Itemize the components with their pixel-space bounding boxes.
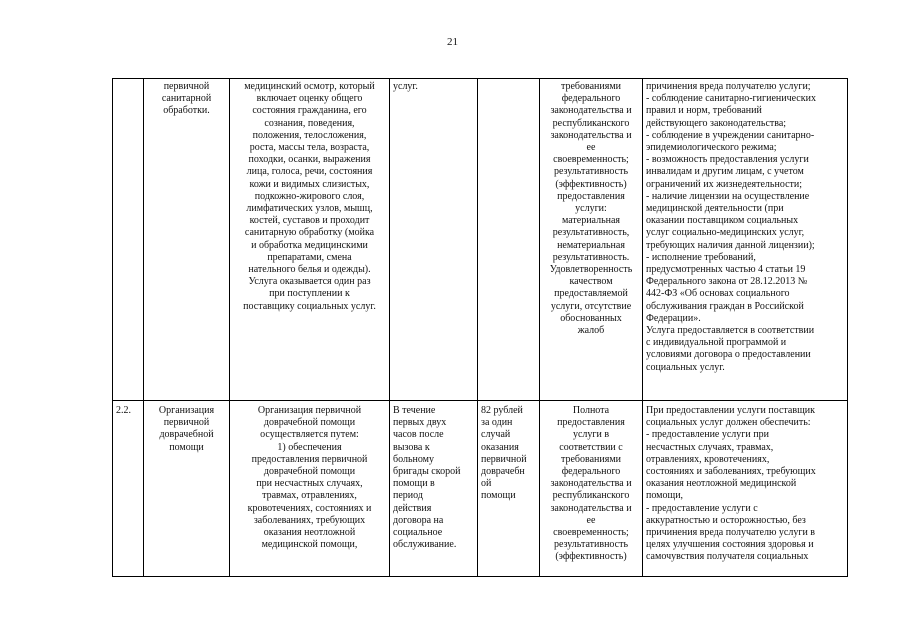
cell-line: доврачебн bbox=[481, 466, 525, 478]
cell-line: причинения вреда получателю услуги; bbox=[646, 81, 811, 92]
cell-line: состояния гражданина, его bbox=[252, 105, 367, 117]
cell-line: первичной bbox=[163, 417, 210, 429]
cell-line: часов после bbox=[393, 429, 444, 441]
cell-line: оказания неотложной медицинской bbox=[646, 478, 797, 490]
cell-line: лица, голоса, речи, состояния bbox=[246, 166, 373, 178]
service-price-cell bbox=[478, 401, 540, 577]
service-term-cell bbox=[390, 401, 478, 577]
cell-line: причинения вреда получателю услуги в bbox=[646, 527, 816, 539]
cell-line: услуги: bbox=[575, 203, 607, 215]
cell-line: аккуратностью и осторожностью, без bbox=[646, 514, 806, 526]
cell-line: медицинский осмотр, который bbox=[244, 81, 375, 92]
cell-line: оказании поставщиком социальных bbox=[646, 215, 799, 227]
row-number-cell bbox=[113, 401, 144, 577]
cell-line: жалоб bbox=[577, 325, 605, 337]
cell-line: ой bbox=[481, 478, 492, 490]
cell-line: предоставления bbox=[557, 190, 625, 202]
cell-line: доврачебной bbox=[159, 429, 214, 441]
cell-line: обработки. bbox=[163, 105, 210, 117]
cell-line: - исполнение требований, bbox=[646, 251, 756, 263]
cell-line: предоставления bbox=[557, 417, 625, 429]
cell-line: социальных услуг. bbox=[646, 361, 725, 373]
table-row bbox=[113, 79, 848, 401]
cell-line: с индивидуальной программой и bbox=[646, 337, 787, 349]
cell-line: требованиями bbox=[560, 81, 622, 92]
cell-line: услуг социально-медицинских услуг, bbox=[646, 227, 805, 239]
cell-line: осуществляется путем: bbox=[260, 429, 359, 441]
cell-line: (эффективность) bbox=[555, 551, 627, 563]
cell-line: своевременность; bbox=[553, 154, 629, 166]
cell-line: Полнота bbox=[572, 405, 610, 416]
cell-line: помощи, bbox=[646, 490, 684, 502]
cell-line: кожи и видимых слизистых, bbox=[249, 178, 370, 190]
cell-line: результативность bbox=[553, 539, 629, 551]
cell-line: 1) обеспечения bbox=[277, 441, 342, 453]
quality-criteria-cell bbox=[540, 79, 643, 401]
cell-line: при несчастных случаях, bbox=[256, 478, 363, 490]
table-row bbox=[113, 401, 848, 577]
cell-line: вызова к bbox=[393, 441, 430, 453]
cell-line: медицинской деятельности (при bbox=[646, 203, 784, 215]
cell-line: доврачебной помощи bbox=[263, 466, 356, 478]
cell-line: законодательства и bbox=[550, 502, 632, 514]
cell-line: костей, суставов и проходит bbox=[249, 215, 370, 227]
cell-line: результативность. bbox=[552, 251, 630, 263]
service-conditions-cell bbox=[643, 401, 848, 577]
cell-line: походки, осанки, выражения bbox=[248, 154, 371, 166]
cell-line: ее bbox=[586, 142, 596, 154]
cell-line: включает оценку общего bbox=[256, 93, 363, 105]
cell-line: несчастных случаях, травмах, bbox=[646, 441, 774, 453]
cell-line: санитарную обработку (мойка bbox=[244, 227, 375, 239]
cell-line: помощи в bbox=[393, 478, 435, 490]
cell-line: обоснованных bbox=[560, 312, 622, 324]
cell-line: - соблюдение санитарно-гигиенических bbox=[646, 93, 816, 105]
cell-line: случай bbox=[481, 429, 511, 441]
cell-line: Услуга оказывается один раз bbox=[248, 276, 371, 288]
cell-line: правил и норм, требований bbox=[646, 105, 762, 117]
cell-line: бригады скорой bbox=[393, 466, 461, 478]
cell-line: республиканского bbox=[552, 490, 630, 502]
cell-line: доврачебной помощи bbox=[263, 417, 356, 429]
cell-line: помощи bbox=[481, 490, 516, 502]
cell-line: требованиями bbox=[560, 453, 622, 465]
row-number-cell bbox=[113, 79, 144, 401]
cell-line: эпидемиологического режима; bbox=[646, 142, 777, 154]
cell-line: результативность bbox=[553, 166, 629, 178]
cell-line: инвалидам и другим лицам, с учетом bbox=[646, 166, 804, 178]
cell-line: При предоставлении услуги поставщик bbox=[646, 405, 815, 416]
service-conditions-cell bbox=[643, 79, 848, 401]
cell-line: больному bbox=[393, 453, 434, 465]
cell-line: - наличие лицензии на осуществление bbox=[646, 190, 810, 202]
cell-line: положения, телосложения, bbox=[252, 129, 367, 141]
cell-line: своевременность; bbox=[553, 527, 629, 539]
cell-line: Организация первичной bbox=[257, 405, 362, 416]
cell-line: Услуга предоставляется в соответствии bbox=[646, 325, 815, 337]
cell-line: (эффективность) bbox=[555, 178, 627, 190]
cell-line: 82 рублей bbox=[481, 405, 523, 416]
cell-line: Организация bbox=[158, 405, 215, 416]
cell-line: социальное bbox=[393, 527, 443, 539]
cell-line: договора на bbox=[393, 514, 444, 526]
cell-line: качеством bbox=[569, 276, 613, 288]
table-body bbox=[113, 79, 848, 577]
cell-line: первичной bbox=[481, 453, 527, 465]
cell-line: состояниях и заболеваниях, требующих bbox=[646, 466, 816, 478]
cell-line: помощи bbox=[169, 441, 204, 453]
service-term-cell bbox=[390, 79, 478, 401]
cell-line: федерального bbox=[561, 93, 621, 105]
cell-line: обслуживания граждан в Российской bbox=[646, 300, 804, 312]
service-price-cell bbox=[478, 79, 540, 401]
cell-line: кровотечениях, состояниях и bbox=[247, 502, 372, 514]
service-content-cell bbox=[230, 401, 390, 577]
cell-line: предоставляемой bbox=[554, 288, 628, 300]
cell-line: сознания, поведения, bbox=[264, 117, 355, 129]
cell-line: травмах, отравлениях, bbox=[262, 490, 357, 502]
service-name-cell bbox=[144, 401, 230, 577]
quality-criteria-cell bbox=[540, 401, 643, 577]
cell-line: - предоставление услуги при bbox=[646, 429, 769, 441]
cell-line: предоставления первичной bbox=[251, 453, 368, 465]
cell-line: - возможность предоставления услуги bbox=[646, 154, 809, 166]
cell-line: федерального bbox=[561, 466, 621, 478]
cell-line: оказания неотложной bbox=[263, 527, 356, 539]
cell-line: действующего законодательства; bbox=[646, 117, 787, 129]
service-name-cell bbox=[144, 79, 230, 401]
cell-line: отравлениях, кровотечениях, bbox=[646, 453, 770, 465]
cell-line: услуг. bbox=[393, 81, 418, 92]
cell-line: санитарной bbox=[161, 93, 212, 105]
cell-line: - соблюдение в учреждении санитарно- bbox=[646, 129, 815, 141]
cell-line: законодательства и bbox=[550, 129, 632, 141]
cell-line: целях улучшения состояния здоровья и bbox=[646, 539, 814, 551]
cell-line: требующих наличия данной лицензии); bbox=[646, 239, 815, 251]
cell-line: Удовлетворенность bbox=[549, 264, 633, 276]
cell-line: подкожно-жирового слоя, bbox=[254, 190, 365, 202]
cell-line: первых двух bbox=[393, 417, 447, 429]
cell-line: поставщику социальных услуг. bbox=[243, 300, 376, 312]
cell-line: результативность, bbox=[552, 227, 630, 239]
cell-line: материальная bbox=[561, 215, 621, 227]
cell-line: ограничений их жизнедеятельности; bbox=[646, 178, 803, 190]
cell-line: препаратами, смена bbox=[267, 251, 352, 263]
cell-line: оказания bbox=[481, 441, 519, 453]
cell-line: законодательства и bbox=[550, 478, 632, 490]
cell-line: действия bbox=[393, 502, 432, 514]
cell-line: первичной bbox=[163, 81, 210, 92]
cell-line: и обработка медицинскими bbox=[251, 239, 368, 251]
cell-line: ее bbox=[586, 514, 596, 526]
cell-line: лимфатических узлов, мышц, bbox=[246, 203, 373, 215]
services-table bbox=[112, 78, 848, 577]
cell-line: период bbox=[393, 490, 423, 502]
cell-line: медицинской помощи, bbox=[261, 539, 358, 551]
cell-line: роста, массы тела, возраста, bbox=[249, 142, 370, 154]
cell-line: Федерального закона от 28.12.2013 № bbox=[646, 276, 808, 288]
cell-line: за один bbox=[481, 417, 513, 429]
cell-line: услуги в bbox=[572, 429, 610, 441]
cell-line: услуги, отсутствие bbox=[550, 300, 632, 312]
cell-line: при поступлении к bbox=[269, 288, 350, 300]
cell-line: - предоставление услуги с bbox=[646, 502, 758, 514]
cell-line: нательного белья и одежды). bbox=[248, 264, 371, 276]
cell-line: самочувствия получателя социальных bbox=[646, 551, 809, 563]
cell-line: соответствии с bbox=[559, 441, 623, 453]
cell-line: условиями договора о предоставлении bbox=[646, 349, 811, 361]
cell-line: 2.2. bbox=[116, 405, 131, 416]
cell-line: республиканского bbox=[552, 117, 630, 129]
cell-line: социальных услуг должен обеспечить: bbox=[646, 417, 811, 429]
page-number: 21 bbox=[447, 36, 458, 48]
cell-line: заболеваниях, требующих bbox=[253, 514, 366, 526]
cell-line: В течение bbox=[393, 405, 436, 416]
cell-line: законодательства и bbox=[550, 105, 632, 117]
cell-line: предусмотренных частью 4 статьи 19 bbox=[646, 264, 806, 276]
service-content-cell bbox=[230, 79, 390, 401]
cell-line: Федерации». bbox=[646, 312, 701, 324]
cell-line: 442-ФЗ «Об основах социального bbox=[646, 288, 790, 300]
cell-line: нематериальная bbox=[557, 239, 625, 251]
cell-line: обслуживание. bbox=[393, 539, 457, 551]
